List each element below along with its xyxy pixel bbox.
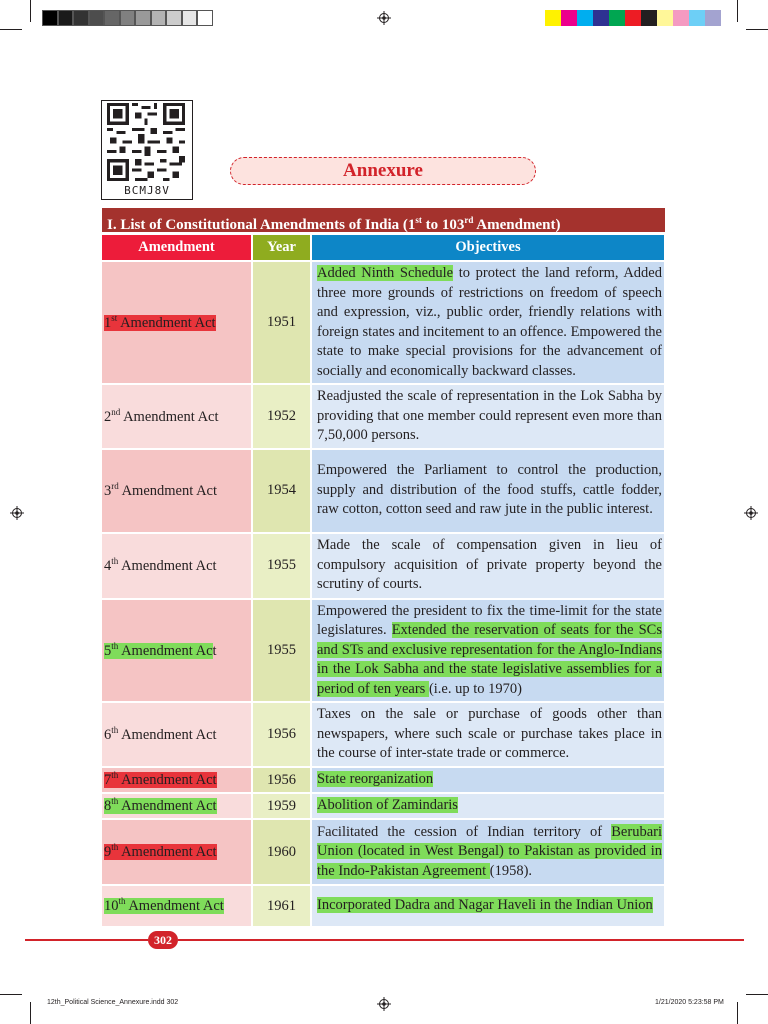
- table-row: [102, 794, 664, 818]
- year-cell: 1956: [253, 768, 310, 792]
- table-title: I. List of Constitutional Amendments of India (1st to 103rd Amendment): [102, 208, 665, 232]
- objectives-cell: Abolition of Zamindaris: [312, 794, 664, 818]
- table-row: [102, 600, 664, 702]
- objectives-cell: State reorganization: [312, 768, 664, 792]
- table-row: [102, 450, 664, 532]
- year-cell: 1951: [253, 262, 310, 383]
- crop-mark-top-left: [30, 0, 31, 22]
- registration-mark-icon: [377, 11, 391, 25]
- annexure-title: Annexure: [230, 157, 536, 185]
- year-cell: 1960: [253, 820, 310, 884]
- amendment-cell: 9th Amendment Act: [102, 820, 251, 884]
- page-number: 302: [148, 931, 178, 949]
- objectives-cell: Incorporated Dadra and Nagar Haveli in the Indian Union: [312, 886, 664, 926]
- amendment-cell: 3rd Amendment Act: [102, 450, 251, 532]
- crop-mark-bottom-left-h: [0, 994, 22, 995]
- table-row: [102, 262, 664, 383]
- objectives-cell: Empowered the president to fix the time-limit for the state legislatures. Extended the reservation of seats for the SCs and STs and exclusive representation for the Anglo-Indians in the Lok Sabha and the state legislative assemblies for a period of ten years (i.e. up to 1970): [312, 600, 664, 702]
- column-header-objectives: Objectives: [312, 235, 664, 260]
- crop-mark-bottom-right: [737, 1002, 738, 1024]
- table-row: [102, 820, 664, 884]
- footer-rule-left: [25, 939, 148, 941]
- crop-mark-bottom-left: [30, 1002, 31, 1024]
- slug-filename: 12th_Political Science_Annexure.indd 302: [47, 999, 179, 1006]
- objectives-cell: Empowered the Parliament to control the production, supply and distribution of the food stuffs, cattle fodder, raw cotton, cotton seed and raw jute in the public interest.: [312, 450, 664, 532]
- amendment-cell: 5th Amendment Act: [102, 600, 251, 702]
- year-cell: 1954: [253, 450, 310, 532]
- year-cell: 1959: [253, 794, 310, 818]
- crop-mark-top-left-h: [0, 29, 22, 30]
- objectives-cell: Readjusted the scale of representation in the Lok Sabha by providing that one member could represent even more than 7,50,000 persons.: [312, 385, 664, 448]
- amendment-cell: 10th Amendment Act: [102, 886, 251, 926]
- objectives-cell: Facilitated the cession of Indian territory of Berubari Union (located in West Bengal) to Pakistan as provided in the Indo-Pakistan Agreement (1958).: [312, 820, 664, 884]
- amendments-table: [100, 233, 666, 928]
- crop-mark-top-right: [737, 0, 738, 22]
- cmyk-color-bar: [545, 10, 721, 26]
- amendment-cell: 7th Amendment Act: [102, 768, 251, 792]
- gray-color-bar: [42, 10, 213, 26]
- objectives-cell: Added Ninth Schedule to protect the land reform, Added three more grounds of restrictions on freedom of speech and expression, viz., public order, friendly relations with foreign states and incitement to an offence. Empowered the state to make special provisions for the advancement of socially and economically backward classes.: [312, 262, 664, 383]
- crop-mark-top-right-h: [746, 29, 768, 30]
- year-cell: 1952: [253, 385, 310, 448]
- crop-mark-bottom-right-h: [746, 994, 768, 995]
- amendment-cell: 1st Amendment Act: [102, 262, 251, 383]
- objectives-cell: Taxes on the sale or purchase of goods other than newspapers, where such scale or purchase takes place in the course of inter-state trade or commerce.: [312, 703, 664, 766]
- amendment-cell: 2nd Amendment Act: [102, 385, 251, 448]
- table-row: [102, 534, 664, 598]
- amendment-cell: 8th Amendment Act: [102, 794, 251, 818]
- qr-code-label: BCMJ8V: [124, 184, 170, 197]
- slug-timestamp: 1/21/2020 5:23:58 PM: [655, 999, 724, 1006]
- table-row: [102, 703, 664, 766]
- table-row: [102, 385, 664, 448]
- table-header-row: [102, 235, 664, 260]
- column-header-year: Year: [253, 235, 310, 260]
- footer-rule-right: [178, 939, 744, 941]
- year-cell: 1956: [253, 703, 310, 766]
- year-cell: 1955: [253, 600, 310, 702]
- amendment-cell: 4th Amendment Act: [102, 534, 251, 598]
- table-row: [102, 768, 664, 792]
- registration-mark-icon: [377, 997, 391, 1011]
- amendment-cell: 6th Amendment Act: [102, 703, 251, 766]
- column-header-amendment: Amendment: [102, 235, 251, 260]
- year-cell: 1955: [253, 534, 310, 598]
- objectives-cell: Made the scale of compensation given in lieu of compulsory acquisition of private property beyond the scrutiny of courts.: [312, 534, 664, 598]
- year-cell: 1961: [253, 886, 310, 926]
- table-row: [102, 886, 664, 926]
- registration-mark-icon: [744, 506, 758, 520]
- qr-code-icon[interactable]: [107, 103, 185, 181]
- registration-mark-icon: [10, 506, 24, 520]
